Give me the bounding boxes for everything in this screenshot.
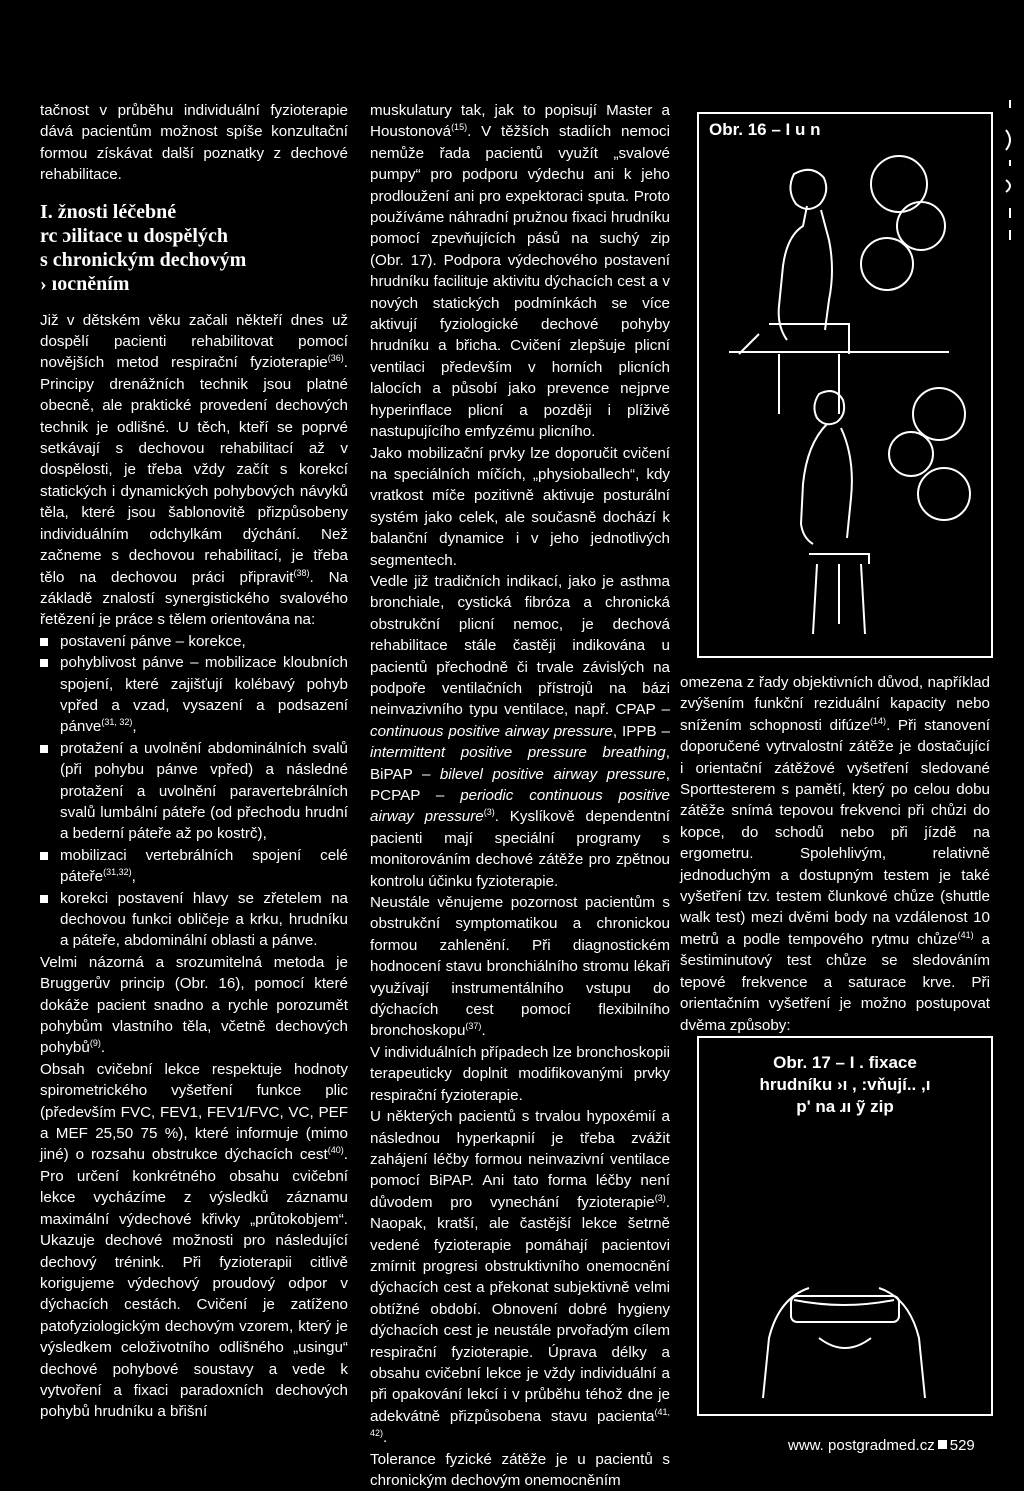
figure-17 — [697, 1036, 993, 1416]
brugger-illustration — [699, 114, 991, 656]
page-number: 529 — [949, 1437, 975, 1454]
text: , BiPAP – — [370, 744, 670, 783]
paragraph-10: Tolerance fyzické zátěže je u pacientů s chronickým dechovým onemocněním — [370, 1450, 670, 1489]
text: , IPPB – — [612, 722, 671, 740]
ref-14: (14) — [870, 715, 887, 726]
text: U některých pacientů s trvalou hypoxémií a následnou hyperkapnií je třeba zvážit zahájení léčby formou neinvazivní ventilace pomocí BiPAP. Ani tato forma léčby není důvodem pro vynechání fyzioterapie — [370, 1108, 670, 1211]
list-item — [40, 845, 348, 888]
p2-text: Velmi názorná a srozumitelná metoda je Bruggerův princip (Obr. 16), pomocí které dokáže pacient snadno a rychle porozumět pohybům vlastního těla, včetně dechových pohybů — [40, 953, 348, 1057]
column-middle — [370, 100, 670, 1491]
caption-line-3: p' na ɹı ỹ zip — [796, 1097, 894, 1116]
bullet-tail: , — [132, 718, 137, 736]
bullet-tail: , — [131, 868, 136, 886]
bullet-ref: (31, 32) — [101, 717, 133, 728]
list-item — [40, 631, 348, 652]
text: Vedle již tradičních indikací, jako je asthma bronchiale, cystická fibróza a chronická obstrukční plicní nemoc, je dechová rehabilitace stále častěji indikována u pacientů přechodně či trvale závislých na podpoře ventilačních přístrojů na bázi neinvazivního typu ventilace, např. CPAP – — [370, 572, 670, 719]
bullet-list — [40, 631, 348, 952]
paragraph-4 — [370, 100, 670, 443]
page-footer — [788, 1437, 975, 1454]
paragraph-7 — [370, 892, 670, 1042]
italic-term: intermittent positive pressure breathing — [370, 744, 666, 762]
text: . — [481, 1022, 486, 1040]
caption-line-1: Obr. 17 – I . fixace — [773, 1053, 917, 1072]
figure-16-caption: Obr. 16 – I u n — [709, 120, 821, 139]
figure-16 — [697, 112, 993, 658]
bullet-text: mobilizaci vertebrálních spojení celé páteře — [60, 846, 348, 886]
bullet-text: korekci postavení hlavy se zřetelem na dechovou funkci obličeje a krku, hrudníku a páteře, abdominální oblasti a pánve. — [60, 889, 348, 950]
p3b-text: . Pro určení konkrétného obsahu cvičební lekce vycházíme z výsledků záznamu maximální výdechové křivky „průtokobjem“. Ukazuje dechové možnosti pro následující dechový trénink. Při fyzioterapii citlivě korigujeme výdechový proudový odpor v dýchacích cestách. Cvičení je zatíženo patofyziologickým dechovým vzorem, který je výsledkem celoživotního odlišného „usingu“ dechové pohybové soustavy a vede k vytvoření a fixaci paradoxních dechových pohybů hrudníku a břišní — [40, 1146, 348, 1421]
intro-paragraph: tačnost v průběhu individuální fyzioterapie dává pacientům možnost spíše konzultační formou získávat další poznatky z dechové rehabilitace. — [40, 102, 348, 184]
paragraph-5: Jako mobilizační prvky lze doporučit cvičení na speciálních míčích, „physioballech“, kdy vratkost míče pozitivně aktivuje posturální systém jako celek, ale současně dochází k balanční dynamice i v jeho jednotlivých segmentech. — [370, 444, 670, 569]
p1c-text: . Na základě znalostí synergistického svalového řetězení je práce s tělem orientována na: — [40, 568, 348, 629]
text: . Při stanovení doporučené vytrvalostní zátěže je dostačující i orientační zátěžové vyšetření sledované Sporttesterem s pamětí, který po celou dobu zátěže snímá tepovou frekvenci při chůzi do kopce, do schodů nebo při jízdě na ergometru. Spolehlivým, relativně jednoduchým a dostupným testem je také vyšetření tzv. testem člunkové chůze (shuttle walk test) mezi dvěmi body na vzdálenost 10 metrů a podle tempového rytmu chůze — [680, 716, 990, 948]
heading-line-4: › ıocněním — [40, 272, 130, 295]
text: . — [383, 1429, 388, 1447]
heading-line-1: I. žnosti léčebné — [40, 200, 177, 223]
paragraph-2 — [40, 952, 348, 1059]
list-item — [40, 888, 348, 952]
bullet-text: protažení a uvolnění abdominálních svalů (při pohybu pánve vpřed) a následné protažení a uvolnění paravertebrálních svalů lumbální páteře (od přechodu hrudní a bederní páteře až po kostrč), — [60, 739, 348, 843]
ref-3: (3) — [654, 1192, 666, 1203]
ref-37: (37) — [465, 1021, 482, 1032]
ref-41: (41) — [957, 929, 974, 940]
text: , PCPAP – — [370, 765, 670, 804]
strap-shape — [791, 1296, 899, 1322]
column-left — [40, 100, 348, 1423]
ref-41-42: (41, 42) — [370, 1406, 670, 1439]
text: omezena z řady objektivních důvod, například zvýšením funkční reziduální kapacity nebo snížením schopnosti difúze — [680, 674, 990, 734]
square-bullet-icon — [938, 1440, 947, 1449]
italic-term: continuous positive airway pressure — [370, 722, 613, 740]
list-item — [40, 652, 348, 738]
text: Neustále věnujeme pozornost pacientům s obstrukční symptomatikou a chronickou formou zahlenění. Při diagnostickém hodnocení stavu bronchiálního stromu lékaři využívají instrumentálního vstupu do dýchacích cest pomocí flexibilního bronchoskopu — [370, 894, 670, 1040]
ref-36: (36) — [327, 353, 344, 364]
text: muskulatury tak, jak to popisují Master a Houstonová — [370, 102, 670, 141]
ref-9: (9) — [89, 1038, 101, 1049]
ref-15: (15) — [451, 122, 468, 133]
edge-marks-icon — [1000, 90, 1020, 250]
p1-text: Již v dětském věku začali někteří dnes už dospělí pacienti rehabilitovat pomocí novějších metod respirační fyzioterapie — [40, 311, 348, 372]
paragraph-8: V individuálních případech lze bronchoskopii terapeuticky doplnit modifikovanými prvky respirační fyzioterapie. — [370, 1043, 670, 1104]
bullet-text: postavení pánve – korekce, — [60, 632, 246, 650]
p3-text: Obsah cvičební lekce respektuje hodnoty spirometrického vyšetření funkce plic (především FVC, FEV1, FEV1/FVC, VC, PEF a MEF 25,50 75 %), které informuje (mimo jiné) o rozsahu obstrukce dýchacích cest — [40, 1060, 348, 1164]
p2-tail: . — [100, 1039, 106, 1057]
chest-strap-illustration — [699, 1038, 991, 1414]
italic-term: bilevel positive airway pressure — [439, 765, 666, 783]
paragraph-3 — [40, 1059, 348, 1423]
caption-line-2: hrudníku ›ı , :vňují.. ,ı — [759, 1075, 931, 1094]
head-upper — [790, 170, 826, 209]
italic-term: periodic continuous positive airway pressure — [370, 787, 670, 826]
heading-line-2: rc ɔilitace u dospělých — [40, 224, 228, 247]
heading-line-3: s chronickým dechovým — [40, 248, 247, 271]
paragraph-1 — [40, 310, 348, 631]
list-item — [40, 738, 348, 845]
bullet-text: pohyblivost pánve – mobilizace kloubních spojení, které zajišťují kolébavý pohyb vpřed a vzad, vysazení a podsazení pánve — [60, 654, 348, 736]
paragraph-6 — [370, 571, 670, 892]
section-heading — [40, 200, 348, 296]
text: . V těžších stadiích nemoci nemůže řada pacientů využít „svalové pumpy“ pro podporu výdechu ani k jeho prodloužení ani pro expektoraci sputa. Proto používáme náhradní pružnou fixaci hrudníku pomocí zpevňujících pásů na suchý zip (Obr. 17). Podpora výdechového postavení hrudníku facilituje aktivitu dýchacích cest a v nových statických podmínkách se více aktivují fyziologické dechové pohyby hrudníku a břicha. Cvičení zlepšuje plicní ventilaci především v horních plicních lalocích a působí jako prevence nejprve hyperinflace plicní a později i plíživě nastupujícího emfyzému plicního. — [370, 123, 670, 441]
text: a šestiminutový test chůze se sledováním tepové frekvence a saturace krve. Při orientačním vyšetření je možno postupovat dvěma způsoby: — [680, 930, 990, 1034]
ref-40: (40) — [327, 1145, 344, 1156]
paragraph-9 — [370, 1106, 670, 1449]
text: . Naopak, kratší, ale častější lekce šetrně vedené fyzioterapie pomáhají pacientovi zmírnit progresi obstruktivního onemocnění dýchacích cest a překonat subjektivně velmi obtížné období. Obnovení dobré hygieny dýchacích cest je neustále prvořadým cílem respirační fyzioterapie. Úprava délky a obsahu cvičební lekce je vždy individuální a při opakování lekcí i v průběhu téhož dne je adekvátně přizpůsobena stavu pacienta — [370, 1193, 670, 1425]
paragraph-11 — [680, 672, 990, 1036]
ref-38: (38) — [293, 567, 310, 578]
column-right — [680, 672, 990, 1036]
bullet-ref: (31,32) — [103, 867, 132, 878]
ref-3: (3) — [483, 807, 495, 818]
text: . Kyslíkově dependentní pacienti mají speciální programy s monitorováním dechové zátěže pro zpětnou kontrolu účinku fyzioterapie. — [370, 808, 670, 890]
p1b-text: . Principy drenážních technik jsou platné obecně, ale praktické provedení dechových technik je odlišné. U těch, kteří se poprvé setkávají s dechovou rehabilitací až v dospělosti, je třeba vždy začít s korekcí statických i dynamických pohybových návyků těla, které jsou šablonovitě přizpůsobeny individuálním odchylkám dýchání. Než začneme s dechovou rehabilitací, je třeba tělo na dechovou práci připravit — [40, 354, 348, 586]
footer-site: www. postgradmed.cz — [788, 1437, 935, 1454]
